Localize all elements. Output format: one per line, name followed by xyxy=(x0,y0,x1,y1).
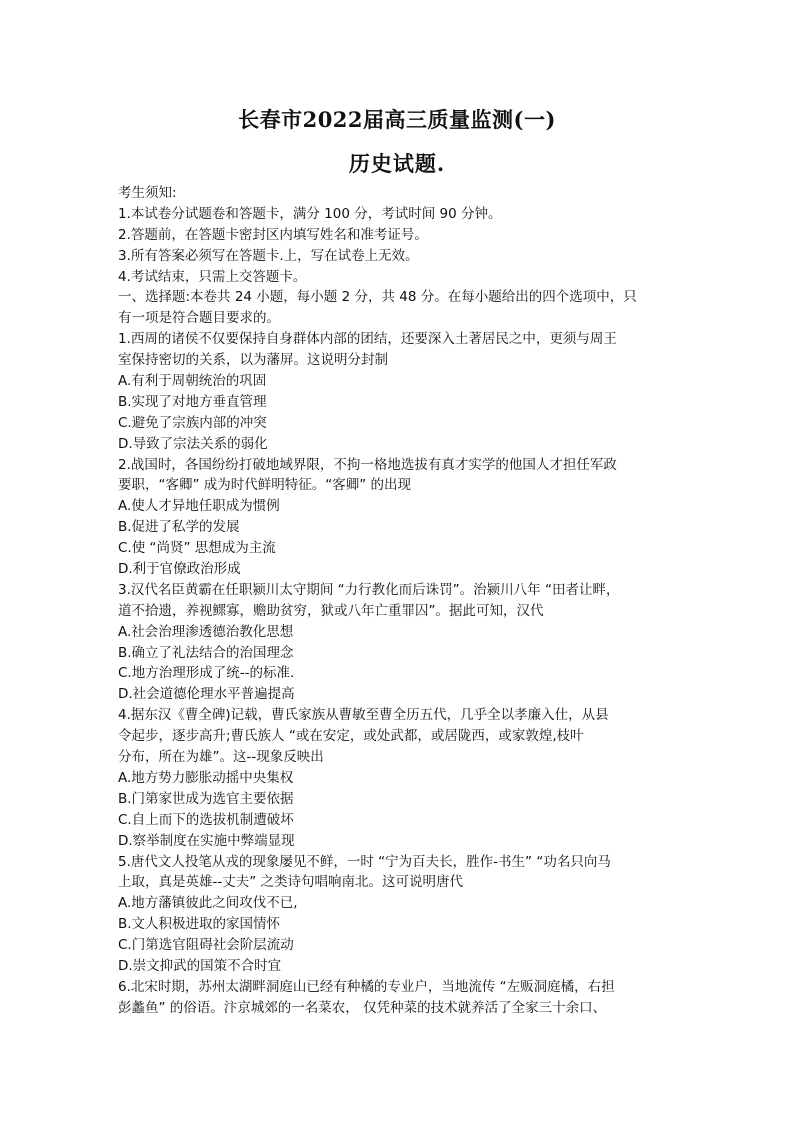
text-line: C.自上而下的选拔机制遭破坏 xyxy=(118,811,294,828)
text-line: 要职，“客卿” 成为时代鲜明特征。“客卿” 的出现 xyxy=(118,477,412,494)
text-line: 2.战国时，各国纷纷打破地域界限，不拘一格地选拔有真才实学的他国人才担任军政 xyxy=(118,456,617,473)
exam-body xyxy=(118,183,658,1019)
text-line: D.导致了宗法关系的弱化 xyxy=(118,435,268,452)
text-line: 1.本试卷分试题卷和答题卡，满分 100 分，考试时间 90 分钟。 xyxy=(118,205,502,222)
text-line: 室保持密切的关系，以为藩屏。这说明分封制 xyxy=(118,352,388,369)
text-line: B.确立了礼法结合的治国理念 xyxy=(118,644,294,661)
text-line: B.实现了对地方垂直管理 xyxy=(118,393,267,410)
text-line: 5.唐代文人投笔从戎的现象屡见不鲜，一时 “宁为百夫长，胜作-书生” “功名只向马 xyxy=(118,853,611,870)
text-line: 令起步，逐步高升;曹氏族人 “或在安定，或处武都，或居陇西，或家敦煌,枝叶 xyxy=(118,728,584,745)
text-line: 彭蠡鱼” 的俗语。汴京城郊的一名菜农， 仅凭种菜的技术就养活了全家三十余口、 xyxy=(118,999,607,1016)
text-line: 考生须知: xyxy=(118,185,177,201)
text-line: C.地方治理形成了统--的标准. xyxy=(118,665,295,682)
text-line: A.使人才异地任职成为惯例 xyxy=(118,498,280,515)
text-line: 上取，真是英雄--丈夫” 之类诗句唱响南北。这可说明唐代 xyxy=(118,874,464,891)
text-line: 分布，所在为雄”。这--现象反映出 xyxy=(118,749,324,766)
exam-title: 长春市2022届高三质量监测(一) xyxy=(238,107,556,132)
text-line: 3.汉代名臣黄霸在任职颍川太守期间 “力行教化而后诛罚”。治颍川八年 “田者让畔， xyxy=(118,581,620,598)
text-line: B.门第家世成为选官主要依据 xyxy=(118,790,294,807)
text-line: C.避免了宗族内部的冲突 xyxy=(118,414,267,431)
text-line: B.促进了私学的发展 xyxy=(118,519,240,536)
text-line: A.有利于周朝统治的巩固 xyxy=(118,373,267,390)
text-line: 2.答题前，在答题卡密封区内填写姓名和准考证号。 xyxy=(118,226,428,243)
text-line: A.地方藩镇彼此之间攻伐不已, xyxy=(118,895,298,912)
text-line: 有一项是符合题目要求的。 xyxy=(118,310,280,327)
text-line: D.社会道德伦理水平普遍提高 xyxy=(118,686,295,703)
text-line: 6.北宋时期，苏州太湖畔洞庭山已经有种橘的专业户，当地流传 “左贩洞庭橘，右担 xyxy=(118,978,615,995)
exam-subtitle: 历史试题. xyxy=(348,151,446,176)
text-line: 一、选择题:本卷共 24 小题，每小题 2 分，共 48 分。在每小题给出的四个选项中，只 xyxy=(118,289,637,306)
text-line: A.地方势力膨胀动摇中央集权 xyxy=(118,769,294,786)
text-line: 4.考试结束，只需上交答题卡。 xyxy=(118,268,307,285)
text-line: D.崇文抑武的国策不合时宜 xyxy=(118,957,282,974)
text-line: A.社会治理渗透德治教化思想 xyxy=(118,623,294,640)
text-line: 1.西周的诸侯不仅要保持自身群体内部的团结，还要深入土著居民之中，更须与周王 xyxy=(118,331,617,348)
text-line: C.使 “尚贤” 思想成为主流 xyxy=(118,540,276,557)
text-line: 3.所有答案必须写在答题卡.上，写在试卷上无效。 xyxy=(118,247,419,264)
text-line: 4.据东汉《曹全碑)记载，曹氏家族从曹敏至曹全历五代，几乎全以孝廉入仕，从县 xyxy=(118,707,609,724)
text-line: D.利于官僚政治形成 xyxy=(118,561,241,578)
text-line: B.文人积极进取的家国情怀 xyxy=(118,916,281,933)
text-line: D.察举制度在实施中弊端显现 xyxy=(118,832,295,849)
text-line: C.门第选官阻碍社会阶层流动 xyxy=(118,937,294,954)
text-line: 道不拾遗，养视鳏寡，赡助贫穷，狱或八年亡重罪囚”。据此可知，汉代 xyxy=(118,602,544,619)
